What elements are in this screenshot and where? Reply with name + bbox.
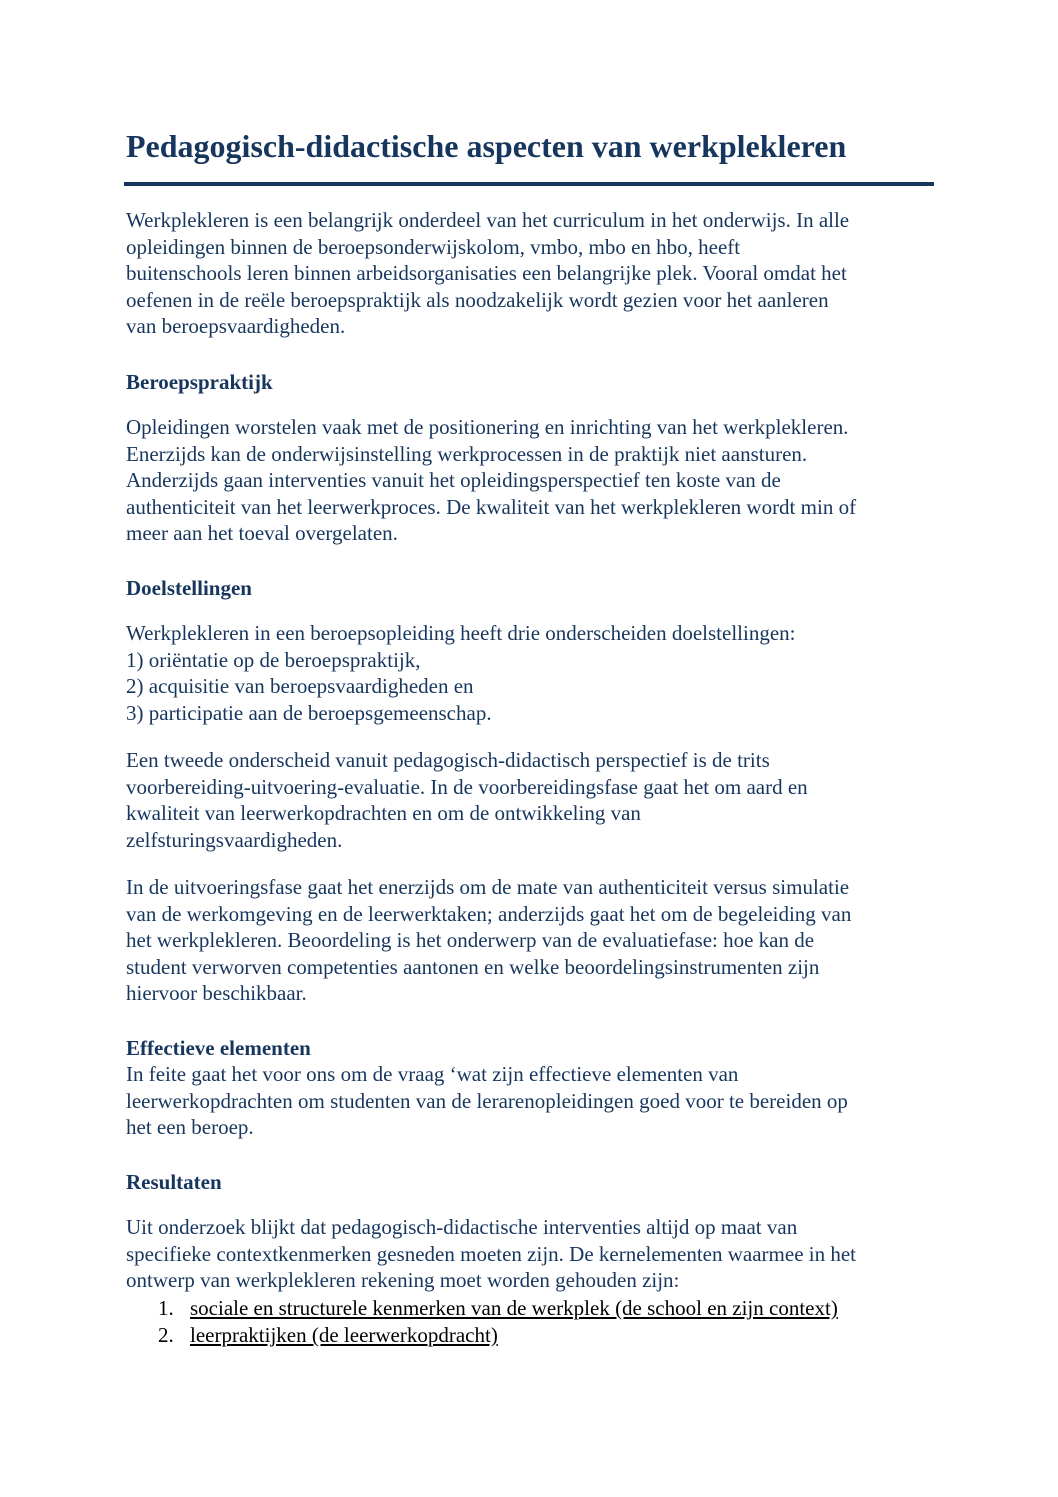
list-item-text: leerpraktijken (de leerwerkopdracht) bbox=[190, 1323, 498, 1347]
trits-paragraph bbox=[126, 747, 936, 853]
doelstellingen-paragraph bbox=[126, 620, 936, 726]
title-divider bbox=[124, 182, 934, 186]
text-line: kwaliteit van leerwerkopdrachten en om de ontwikkeling van bbox=[126, 801, 641, 826]
text-line: Opleidingen worstelen vaak met de positionering en inrichting van het werkplekleren. bbox=[126, 415, 849, 439]
text-line: buitenschools leren binnen arbeidsorganisaties een belangrijke plek. Vooral omdat het bbox=[126, 261, 847, 286]
list-number: 1. bbox=[158, 1296, 174, 1320]
text-line: specifieke contextkenmerken gesneden moeten zijn. De kernelementen waarmee in het bbox=[126, 1241, 857, 1266]
section-heading-beroepspraktijk: Beroepspraktijk bbox=[126, 370, 273, 394]
resultaten-paragraph bbox=[126, 1214, 936, 1294]
kernelementen-list bbox=[158, 1295, 838, 1349]
text-line: Anderzijds gaan interventies vanuit het opleidingsperspectief ten koste van de bbox=[126, 468, 781, 493]
text-line: ontwerp van werkplekleren rekening moet worden gehouden zijn: bbox=[126, 1268, 680, 1293]
text-line: Enerzijds kan de onderwijsinstelling werkprocessen in de praktijk niet aansturen. bbox=[126, 441, 808, 466]
text-line: opleidingen binnen de beroepsonderwijskolom, vmbo, mbo en hbo, heeft bbox=[126, 234, 741, 259]
text-line: voorbereiding-uitvoering-evaluatie. In de voorbereidingsfase gaat het om aard en bbox=[126, 774, 808, 799]
text-line: Werkplekleren in een beroepsopleiding heeft drie onderscheiden doelstellingen: bbox=[126, 621, 796, 645]
list-number: 2. bbox=[158, 1323, 174, 1347]
text-line: In feite gaat het voor ons om de vraag ‘wat zijn effectieve elementen van bbox=[126, 1062, 739, 1086]
text-line: In de uitvoeringsfase gaat het enerzijds om de mate van authenticiteit versus simulatie bbox=[126, 875, 850, 899]
text-line: hiervoor beschikbaar. bbox=[126, 981, 307, 1006]
list-line: 2) acquisitie van beroepsvaardigheden en bbox=[126, 674, 474, 699]
uitvoering-paragraph bbox=[126, 874, 936, 1007]
intro-paragraph bbox=[126, 207, 936, 340]
list-line: 1) oriëntatie op de beroepspraktijk, bbox=[126, 647, 421, 672]
text-line: het werkplekleren. Beoordeling is het onderwerp van de evaluatiefase: hoe kan de bbox=[126, 928, 815, 953]
section-heading-doelstellingen: Doelstellingen bbox=[126, 576, 252, 600]
text-line: Werkplekleren is een belangrijk onderdeel van het curriculum in het onderwijs. In alle bbox=[126, 208, 850, 232]
effectieve-paragraph bbox=[126, 1061, 936, 1141]
text-line: oefenen in de reële beroepspraktijk als noodzakelijk wordt gezien voor het aanleren bbox=[126, 287, 829, 312]
text-line: authenticiteit van het leerwerkproces. De kwaliteit van het werkplekleren wordt min of bbox=[126, 494, 857, 519]
section-heading-resultaten: Resultaten bbox=[126, 1170, 222, 1194]
text-line: student verworven competenties aantonen en welke beoordelingsinstrumenten zijn bbox=[126, 954, 820, 979]
text-line: zelfsturingsvaardigheden. bbox=[126, 827, 343, 852]
list-item bbox=[158, 1322, 838, 1349]
beroepspraktijk-paragraph bbox=[126, 414, 936, 547]
section-heading-effectieve-elementen: Effectieve elementen bbox=[126, 1036, 311, 1060]
text-line: van beroepsvaardigheden. bbox=[126, 314, 346, 339]
list-item-text: sociale en structurele kenmerken van de werkplek (de school en zijn context) bbox=[190, 1296, 838, 1320]
text-line: Een tweede onderscheid vanuit pedagogisch-didactisch perspectief is de trits bbox=[126, 748, 770, 772]
text-line: Uit onderzoek blijkt dat pedagogisch-didactische interventies altijd op maat van bbox=[126, 1215, 798, 1239]
text-line: van de werkomgeving en de leerwerktaken; anderzijds gaat het om de begeleiding van bbox=[126, 901, 852, 926]
text-line: leerwerkopdrachten om studenten van de lerarenopleidingen goed voor te bereiden op bbox=[126, 1088, 848, 1113]
text-line: meer aan het toeval overgelaten. bbox=[126, 521, 398, 546]
list-line: 3) participatie aan de beroepsgemeenschap. bbox=[126, 700, 492, 725]
page-title: Pedagogisch-didactische aspecten van werkplekleren bbox=[126, 128, 847, 164]
text-line: het een beroep. bbox=[126, 1115, 254, 1140]
list-item bbox=[158, 1295, 838, 1322]
